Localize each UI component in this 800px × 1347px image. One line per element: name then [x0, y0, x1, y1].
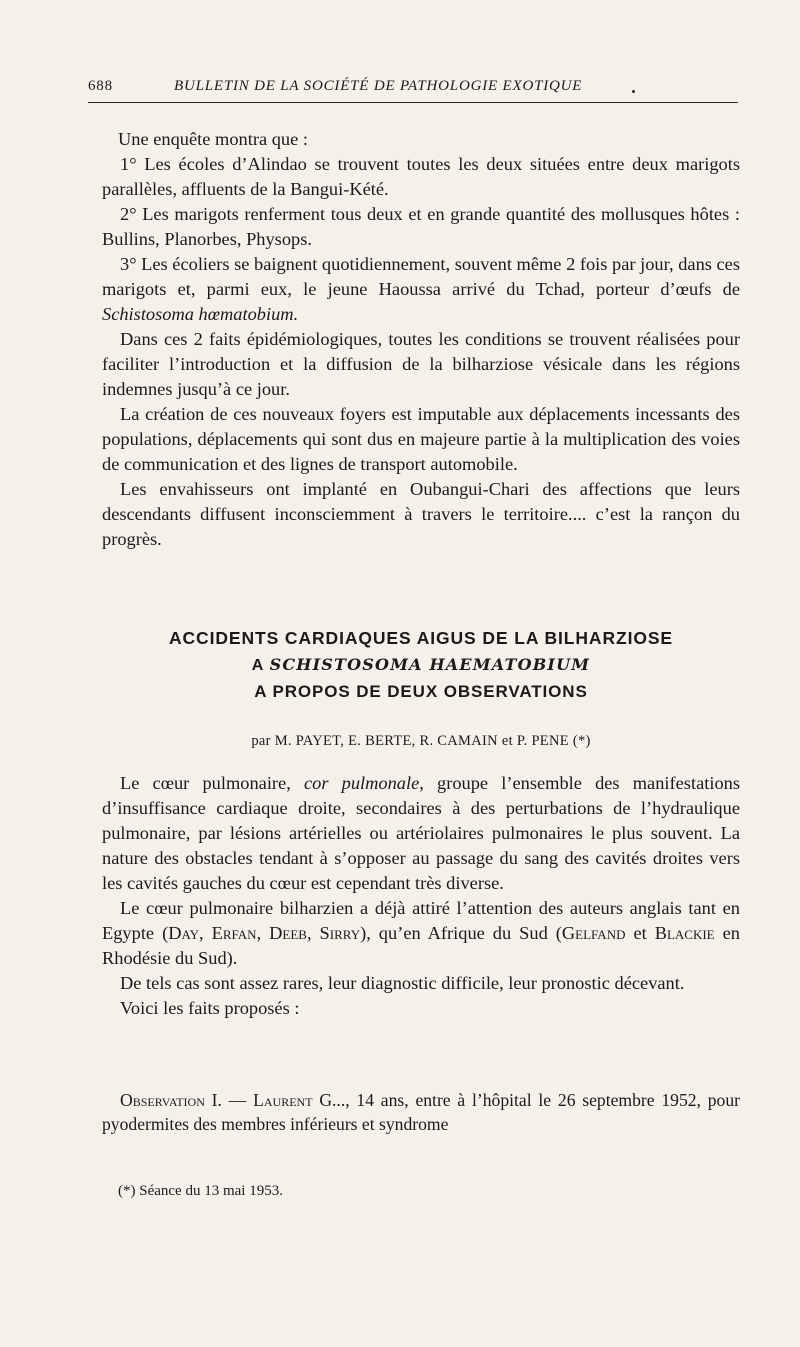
species-name: Schistosoma hœmatobium. [102, 304, 299, 324]
previous-article-conclusion [102, 127, 740, 552]
paragraph-invaders: Les envahisseurs ont implanté en Oubangui-Chari des affections que leurs descendants diffusent inconsciemment à travers le territoire.... c’est la rançon du progrès. [102, 479, 740, 549]
page-number: 688 [88, 78, 113, 94]
observation-text: G..., 14 ans, entre à l’hôpital le 26 septembre 1952, pour pyodermites des membres inférieurs et syndrome [102, 1090, 740, 1134]
paragraph-epidemiology: Dans ces 2 faits épidémiologiques, toutes les conditions se trouvent réalisées pour faciliter l’introduction et la diffusion de la bilharziose vésicale dans les régions indemnes jusqu’à ce jour. [102, 329, 740, 399]
article-title-line-1: ACCIDENTS CARDIAQUES AIGUS DE LA BILHARZIOSE [168, 628, 674, 648]
p1-italic-term: cor pulmonale [303, 773, 420, 793]
finding-3-text: 3° Les écoliers se baignent quotidiennement, souvent même 2 fois par jour, dans ces marigots et, parmi eux, le jeune Haoussa arrivé du Tchad, porteur d’œufs de [102, 254, 740, 299]
paragraph-bilharzian-heart [102, 896, 740, 971]
p1-start: Le cœur pulmonaire, [120, 773, 304, 793]
p2-mid: ), qu’en Afrique du Sud ( [360, 923, 562, 943]
paragraph-new-foci: La création de ces nouveaux foyers est imputable aux déplacements incessants des populations, déplacements qui sont dus en majeure partie à la multiplication des voies de communication et des lignes de transport automobile. [102, 404, 740, 474]
observation-1 [102, 1088, 740, 1136]
article-title-line-3: A PROPOS DE DEUX OBSERVATIONS [254, 682, 588, 701]
p2-author-gelfand: Gelfand [561, 923, 626, 943]
journal-title: BULLETIN DE LA SOCIÉTÉ DE PATHOLOGIE EXOTIQUE [174, 78, 583, 94]
p1-rest: , groupe l’ensemble des manifestations d’insuffisance cardiaque droite, secondaires à des perturbations de l’hydraulique pulmonaire, par lésions artérielles ou artériolaires pulmonaires le plus souvent. La nature des obstacles tendant à s’opposer au passage du sang des cavités droites vers les cavités gauches du cœur est cependant très diverse. [102, 773, 740, 893]
title-species: SCHISTOSOMA HAEMATOBIUM [269, 655, 591, 674]
p2-start: Le cœur pulmonaire bilharzien a déjà attiré l’attention des auteurs anglais tant en Egypte ( [102, 898, 740, 943]
observation-sep: — [221, 1090, 254, 1110]
p2-and: et [625, 923, 655, 943]
article-authors: par M. PAYET, E. BERTE, R. CAMAIN et P. PENE (*) [251, 733, 591, 749]
paragraph-cor-pulmonale [102, 771, 740, 896]
p2-author-blackie: Blackie [654, 923, 715, 943]
p2-authors-egypt: Day, Erfan, Deeb, Sirry [168, 923, 361, 943]
title-prefix: A [251, 657, 270, 674]
footnote: (*) Séance du 13 mai 1953. [118, 1183, 283, 1199]
enquiry-intro: Une enquête montra que : [118, 129, 308, 149]
finding-1: 1° Les écoles d’Alindao se trouvent toutes les deux situées entre deux marigots parallèles, affluents de la Bangui-Kété. [102, 154, 740, 199]
observation-section [102, 1088, 740, 1136]
article-title-line-2 [102, 655, 740, 675]
p2-end: en Rhodésie du Sud). [102, 923, 740, 968]
observation-label: Observation I. [120, 1090, 222, 1110]
paragraph-facts-intro: Voici les faits proposés : [120, 998, 300, 1018]
header-rule [88, 102, 738, 103]
paragraph-rarity: De tels cas sont assez rares, leur diagnostic difficile, leur pronostic décevant. [120, 973, 685, 993]
article-body [102, 771, 740, 1021]
finding-2: 2° Les marigots renferment tous deux et en grande quantité des mollusques hôtes : Bullins, Planorbes, Physops. [102, 204, 740, 249]
patient-name: Laurent [253, 1090, 313, 1110]
finding-3 [102, 252, 740, 327]
ink-dot [632, 90, 635, 93]
